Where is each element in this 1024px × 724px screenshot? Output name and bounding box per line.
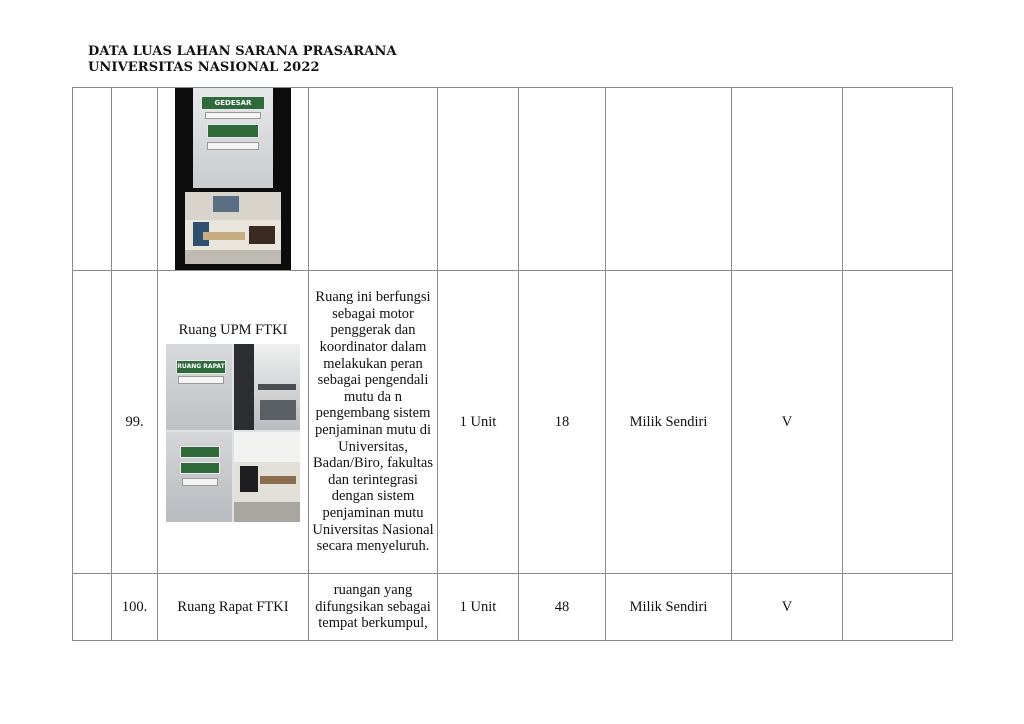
photo-sign-label: RUANG RAPAT xyxy=(177,363,225,371)
cell-photo xyxy=(158,88,309,271)
cell-number: 100. xyxy=(112,574,158,641)
cell-area xyxy=(519,88,606,271)
cell-check: V xyxy=(732,271,843,574)
room-photo xyxy=(166,344,300,522)
cell-check: V xyxy=(732,574,843,641)
cell-ownership: Milik Sendiri xyxy=(606,271,732,574)
document-title xyxy=(88,44,397,76)
cell-number xyxy=(112,88,158,271)
cell-name: Ruang Rapat FTKI xyxy=(158,574,309,641)
cell-description: Ruang ini berfungsi sebagai motor penggerak dan koordinator dalam melakukan peran sebagai pengendali mutu da n pengembang sistem penjaminan mutu di Universitas, Badan/Biro, fakultas dan terintegrasi dengan sistem penjaminan mutu Universitas Nasional secara menyeluruh. xyxy=(309,271,438,574)
cell-check xyxy=(732,88,843,271)
cell-area: 48 xyxy=(519,574,606,641)
cell-empty xyxy=(73,574,112,641)
title-line-1: DATA LUAS LAHAN SARANA PRASARANA xyxy=(88,44,397,59)
cell-description: ruangan yang difungsikan sebagai tempat berkumpul, xyxy=(309,574,438,641)
cell-number: 99. xyxy=(112,271,158,574)
cell-extra xyxy=(843,271,953,574)
cell-empty xyxy=(73,271,112,574)
cell-empty xyxy=(73,88,112,271)
cell-quantity: 1 Unit xyxy=(438,574,519,641)
cell-ownership xyxy=(606,88,732,271)
cell-area: 18 xyxy=(519,271,606,574)
cell-description xyxy=(309,88,438,271)
cell-extra xyxy=(843,88,953,271)
cell-quantity xyxy=(438,88,519,271)
cell-ownership: Milik Sendiri xyxy=(606,574,732,641)
room-name: Ruang UPM FTKI xyxy=(178,321,288,338)
room-photo xyxy=(175,88,291,270)
table-row xyxy=(73,88,953,271)
title-line-2: UNIVERSITAS NASIONAL 2022 xyxy=(88,60,320,75)
cell-quantity: 1 Unit xyxy=(438,271,519,574)
photo-sign-label: GEDESAR xyxy=(214,99,252,107)
table-row xyxy=(73,271,953,574)
table-row xyxy=(73,574,953,641)
facility-table xyxy=(72,87,953,641)
cell-name-photo xyxy=(158,271,309,574)
cell-extra xyxy=(843,574,953,641)
